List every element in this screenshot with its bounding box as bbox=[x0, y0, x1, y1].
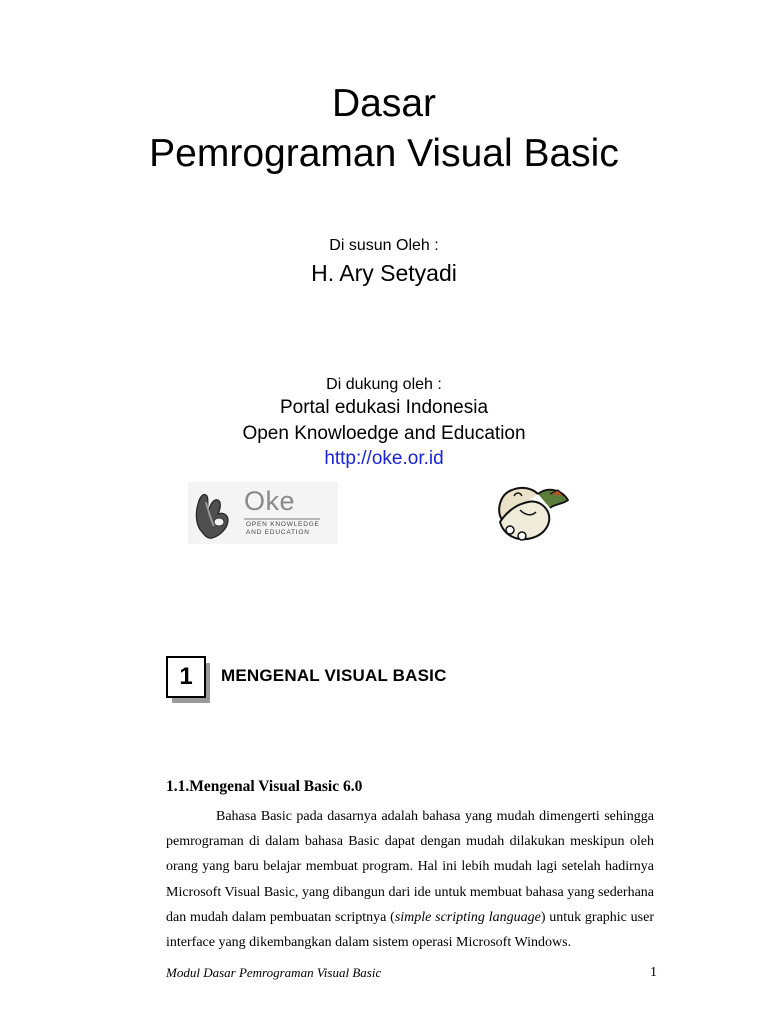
paragraph-italic-term: simple scripting language bbox=[394, 909, 541, 925]
section-paragraph bbox=[166, 804, 654, 955]
paragraph-text-part-1: Bahasa Basic pada dasarnya adalah bahasa yang mudah dimengerti sehingga pemrograman di dalam bahasa Basic dapat dengan mudah dilakukan meskipun oleh orang yang baru belajar membuat program. Hal ini lebih mudah lagi setelah hadirnya Microsoft Visual Basic, yang dibangun dari ide untuk membuat bahasa yang sederhana dan mudah dalam pembuatan scriptnya ( bbox=[166, 809, 654, 925]
chapter-title: MENGENAL VISUAL BASIC bbox=[221, 666, 447, 685]
oke-logo bbox=[188, 482, 338, 544]
oke-subtitle bbox=[246, 521, 320, 537]
paragraph-text-part-2: ) untuk graphic user interface yang dikembangkan dalam sistem operasi Microsoft Windows. bbox=[166, 909, 654, 951]
supported-by-label: Di dukung oleh : bbox=[326, 376, 442, 393]
oke-wordmark: Oke bbox=[244, 486, 296, 516]
oke-subtitle-line-1: OPEN KNOWLEDGE bbox=[246, 521, 320, 528]
footer-module-title: Modul Dasar Pemrograman Visual Basic bbox=[166, 965, 382, 980]
section-heading: 1.1.Mengenal Visual Basic 6.0 bbox=[166, 778, 363, 795]
mascot-icon bbox=[492, 480, 572, 546]
title-line-2: Pemrograman Visual Basic bbox=[149, 132, 619, 175]
author-name: H. Ary Setyadi bbox=[311, 260, 457, 286]
chapter-number-box: 1 bbox=[166, 656, 206, 698]
footer-page-number: 1 bbox=[650, 965, 657, 980]
supporter-line-1: Portal edukasi Indonesia bbox=[279, 397, 489, 418]
supporter-line-2: Open Knowloedge and Education bbox=[242, 423, 526, 444]
title-line-1: Dasar bbox=[331, 82, 437, 125]
compiled-by-label: Di susun Oleh : bbox=[329, 237, 439, 254]
oke-subtitle-line-2: AND EDUCATION bbox=[246, 529, 310, 536]
oke-url-link[interactable]: http://oke.or.id bbox=[324, 448, 444, 469]
mascot-logo bbox=[492, 480, 572, 546]
